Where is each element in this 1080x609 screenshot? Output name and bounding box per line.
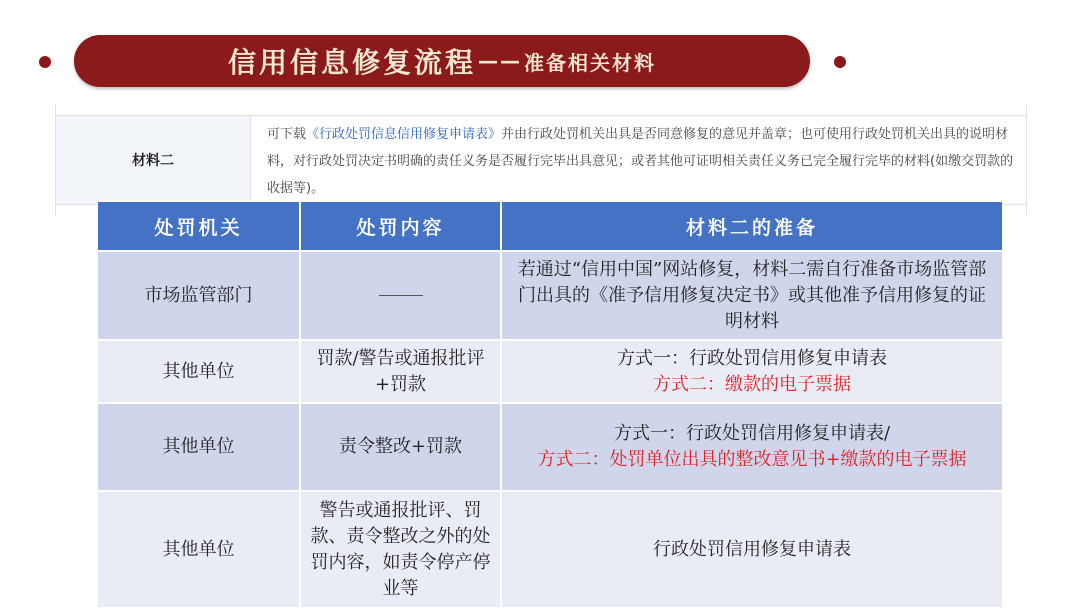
preparation-cell: [501, 403, 1003, 491]
authority-cell: 其他单位: [97, 403, 300, 491]
decorative-dot-right: [834, 56, 846, 68]
header-authority: 处罚机关: [97, 201, 300, 251]
content-cell: 警告或通报批评、罚款、责令整改之外的处罚内容，如责令停产停业等: [300, 491, 501, 608]
authority-cell: 市场监管部门: [97, 251, 300, 340]
content-cell: 责令整改+罚款: [300, 403, 501, 491]
decorative-dot-left: [39, 56, 51, 68]
table-row: [97, 251, 1003, 340]
prep-option-one: 方式一：行政处罚信用修复申请表/: [613, 423, 891, 444]
prep-option-two: 方式二：处罚单位出具的整改意见书+缴款的电子票据: [537, 449, 967, 470]
table-row: [97, 403, 1003, 491]
title-dash: ——: [478, 49, 522, 73]
authority-cell: 其他单位: [97, 340, 300, 403]
prep-text: 行政处罚信用修复申请表: [653, 538, 851, 560]
content-cell: 罚款/警告或通报批评+罚款: [300, 340, 501, 403]
header-preparation: 材料二的准备: [501, 201, 1003, 251]
material-label: 材料二: [56, 116, 251, 204]
empty-dash: [379, 295, 423, 296]
prep-option-two: 方式二：缴款的电子票据: [653, 373, 851, 395]
table-header-row: [97, 201, 1003, 251]
note-text-pre: 可下载: [267, 127, 307, 142]
page-subtitle: 准备相关材料: [524, 50, 656, 75]
authority-cell: 其他单位: [97, 491, 300, 608]
material-prep-table: [96, 200, 1004, 609]
prep-option-one: 方式一：行政处罚信用修复申请表: [617, 347, 887, 369]
content-cell: [300, 251, 501, 340]
prep-text: 若通过“信用中国”网站修复，材料二需自行准备市场监管部门出具的《准予信用修复决定书》或其他准予信用修复的证明材料: [517, 258, 987, 332]
preparation-cell: [501, 491, 1003, 608]
table-row: [97, 340, 1003, 403]
header-content: 处罚内容: [300, 201, 501, 251]
preparation-cell: [501, 340, 1003, 403]
note-text-post: 并由行政处罚机关出具是否同意修复的意见并盖章；也可使用行政处罚机关出具的说明材料，对行政处罚决定书明确的责任义务是否履行完毕出具意见；或者其他可证明相关责任义务已完全履行完毕的材料(如缴交罚款的收据等)。: [267, 127, 1014, 196]
table-row: [97, 491, 1003, 608]
material-description: [251, 116, 1026, 204]
title-banner: [74, 35, 810, 87]
application-form-link[interactable]: 《行政处罚信息信用修复申请表》: [306, 127, 502, 142]
material-note-row: [56, 115, 1026, 205]
preparation-cell: [501, 251, 1003, 340]
page-title: 信用信息修复流程: [227, 46, 476, 79]
